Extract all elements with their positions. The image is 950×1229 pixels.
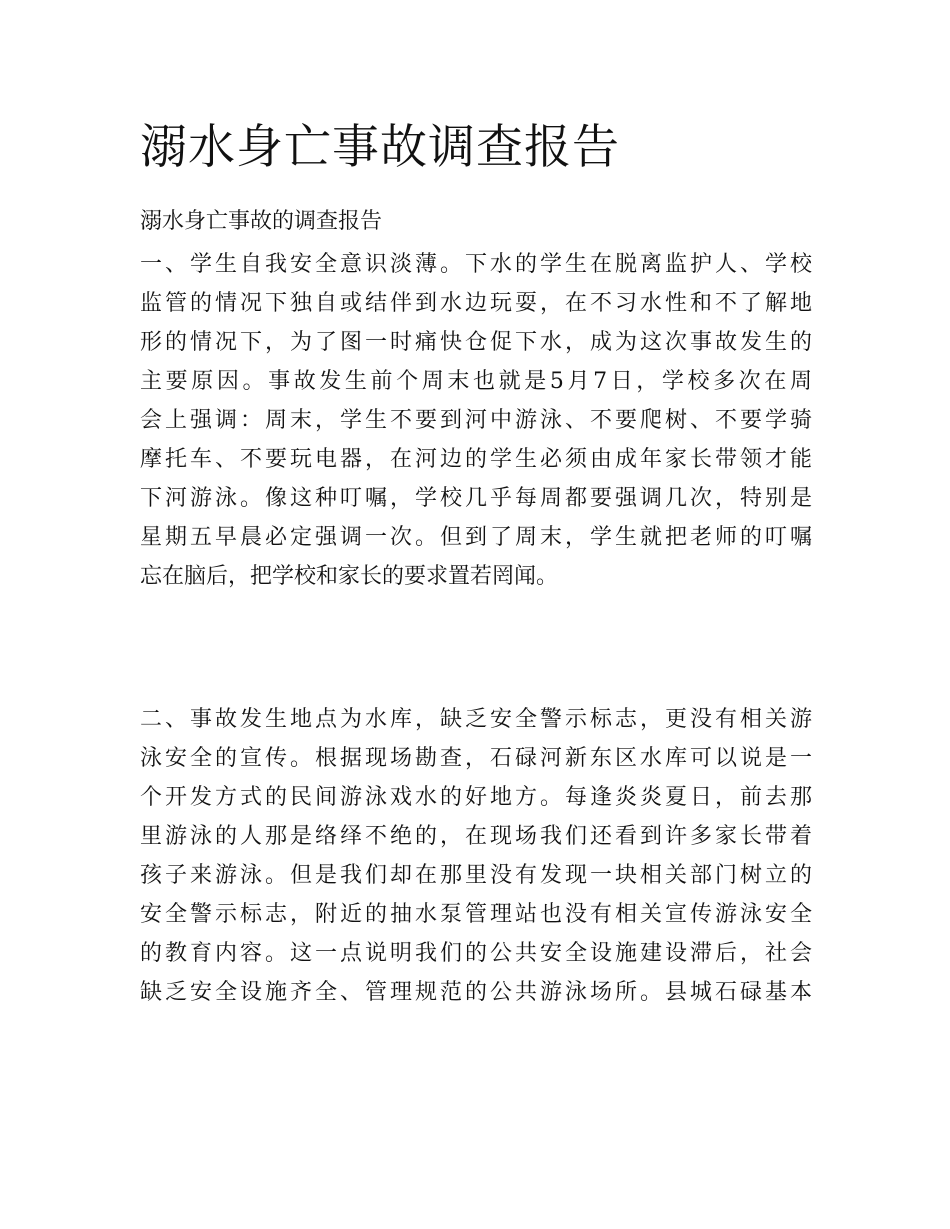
paragraph-line: 缺乏安全设施齐全、管理规范的公共游泳场所。县城石碌基本	[140, 980, 812, 1005]
paragraph-line: 会上强调：周末，学生不要到河中游泳、不要爬树、不要学骑	[140, 408, 812, 433]
paragraph-line: 忘在脑后，把学校和家长的要求置若罔闻。	[140, 564, 559, 589]
paragraph-line: 下河游泳。像这种叮嘱，学校几乎每周都要强调几次，特别是	[140, 486, 812, 511]
paragraph-line: 安全警示标志，附近的抽水泵管理站也没有相关宣传游泳安全	[140, 902, 812, 927]
paragraph-line: 形的情况下，为了图一时痛快仓促下水，成为这次事故发生的	[140, 330, 812, 355]
paragraph-line: 主要原因。事故发生前个周末也就是5月7日，学校多次在周	[140, 369, 812, 394]
paragraph-line: 星期五早晨必定强调一次。但到了周末，学生就把老师的叮嘱	[140, 525, 812, 550]
paragraph-line: 里游泳的人那是络绎不绝的，在现场我们还看到许多家长带着	[140, 824, 812, 849]
paragraph-line: 二、事故发生地点为水库，缺乏安全警示标志，更没有相关游	[140, 707, 812, 732]
paragraph-2	[140, 700, 812, 1012]
paragraph-line: 个开发方式的民间游泳戏水的好地方。每逢炎炎夏日，前去那	[140, 785, 812, 810]
paragraph-line: 孩子来游泳。但是我们却在那里没有发现一块相关部门树立的	[140, 863, 812, 888]
document-title: 溺水身亡事故调查报告	[140, 120, 620, 175]
paragraph-line: 的教育内容。这一点说明我们的公共安全设施建设滞后，社会	[140, 941, 812, 966]
paragraph-line: 一、学生自我安全意识淡薄。下水的学生在脱离监护人、学校	[140, 252, 812, 277]
paragraph-line: 泳安全的宣传。根据现场勘查，石碌河新东区水库可以说是一	[140, 746, 812, 771]
paragraph-line: 摩托车、不要玩电器，在河边的学生必须由成年家长带领才能	[140, 447, 812, 472]
paragraph-line: 监管的情况下独自或结伴到水边玩耍，在不习水性和不了解地	[140, 291, 812, 316]
paragraph-1	[140, 245, 812, 596]
document-subtitle: 溺水身亡事故的调查报告	[140, 209, 383, 234]
